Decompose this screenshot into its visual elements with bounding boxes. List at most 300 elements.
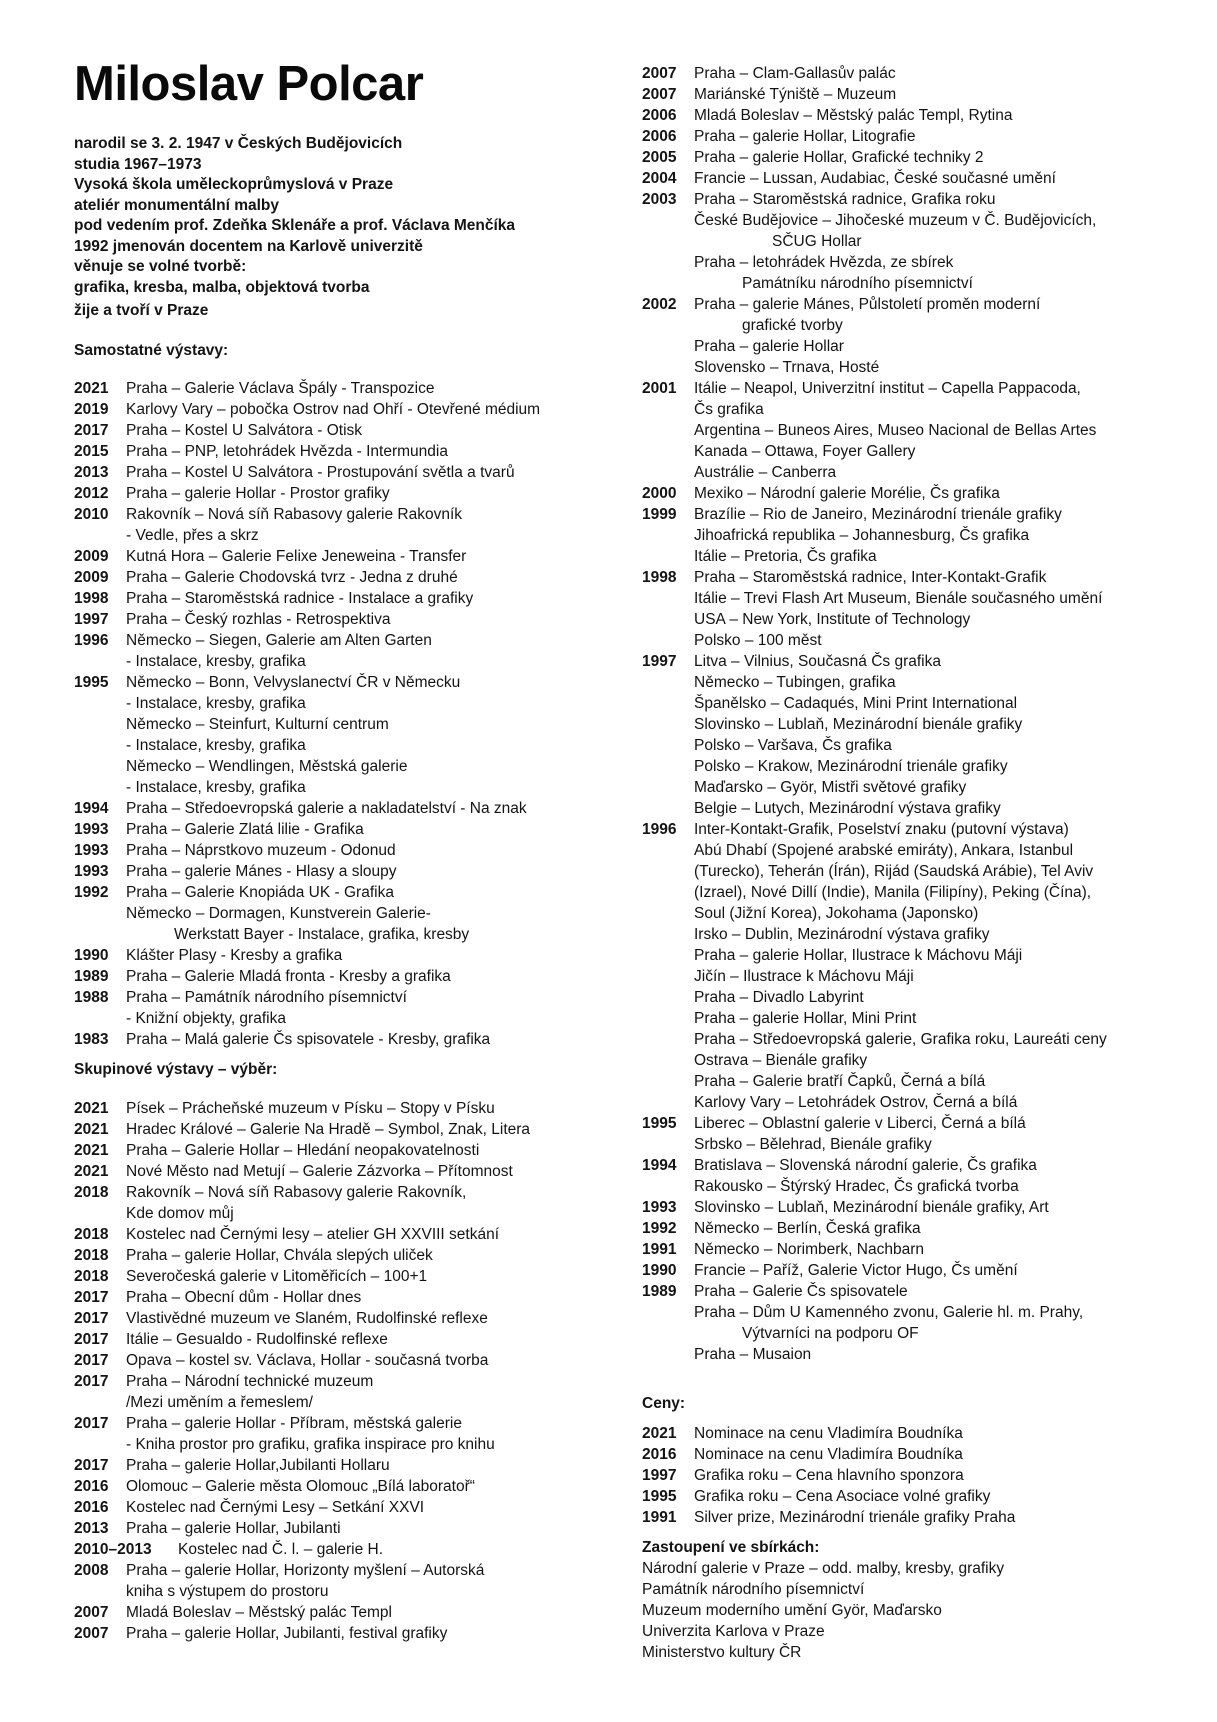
entry-text: Praha – letohrádek Hvězda, ze sbírek [694, 254, 954, 271]
group-exhibition-row [642, 378, 1182, 399]
group-exhibition-row [74, 1161, 614, 1182]
entry-year [642, 777, 694, 798]
entry-text: Písek – Prácheňské muzeum v Písku – Stopy v Písku [126, 1099, 495, 1117]
solo-exhibition-row [74, 756, 614, 777]
entry-text: Jihoafrická republika – Johannesburg, Čs grafika [694, 527, 1030, 544]
bio-line: 1992 jmenován docentem na Karlově univerzitě [74, 237, 423, 255]
solo-exhibition-row [74, 630, 614, 651]
group-exhibition-row [642, 210, 1182, 231]
solo-exhibition-row [74, 420, 614, 441]
solo-exhibitions-list [74, 378, 614, 1050]
entry-text: - Instalace, kresby, grafika [126, 736, 306, 754]
entry-text: Německo – Steinfurt, Kulturní centrum [126, 715, 389, 733]
entry-year: 1993 [642, 1199, 677, 1216]
group-exhibition-row [642, 1302, 1182, 1323]
award-row [642, 1423, 1182, 1444]
solo-exhibition-row [74, 399, 614, 420]
entry-text: Praha – Středoevropská galerie a nakladatelství - Na znak [126, 799, 527, 817]
entry-text: Brazílie – Rio de Janeiro, Mezinárodní trienále grafiky [694, 506, 1062, 523]
entry-year: 1997 [74, 610, 109, 628]
entry-text: (Izrael), Nové Dillí (Indie), Manila (Filipíny), Peking (Čína), [694, 884, 1092, 901]
group-exhibition-row [642, 882, 1182, 903]
entry-year: 1996 [74, 631, 109, 649]
entry-text: Klášter Plasy - Kresby a grafika [126, 946, 343, 964]
solo-exhibition-row [74, 882, 614, 903]
entry-text: Slovinsko – Lublaň, Mezinárodní bienále grafiky [694, 716, 1023, 733]
entry-text: Francie – Lussan, Audabiac, České současné umění [694, 170, 1056, 187]
entry-year [642, 336, 694, 357]
entry-year: 2021 [74, 1162, 109, 1180]
entry-text: Rakovník – Nová síň Rabasovy galerie Rakovník [126, 505, 462, 523]
entry-year [642, 693, 694, 714]
entry-year [642, 273, 694, 294]
bio-line: grafika, kresba, malba, objektová tvorba [74, 278, 370, 296]
entry-year: 1990 [642, 1262, 677, 1279]
entry-text: Praha – Národní technické muzeum [126, 1372, 374, 1390]
group-exhibition-row [642, 504, 1182, 525]
group-exhibition-row [642, 861, 1182, 882]
collection-item: Ministerstvo kultury ČR [642, 1644, 802, 1661]
entry-text: Grafika roku – Cena hlavního sponzora [694, 1467, 964, 1484]
entry-text: Mladá Boleslav – Městský palác Templ, Rytina [694, 107, 1013, 124]
entry-text: Praha – Staroměstská radnice - Instalace a grafiky [126, 589, 474, 607]
entry-year: 1991 [642, 1241, 677, 1258]
entry-year [74, 1434, 126, 1455]
group-exhibition-row [642, 1134, 1182, 1155]
group-exhibition-row [642, 945, 1182, 966]
entry-text: Praha – galerie Hollar, Grafické techniky 2 [694, 149, 984, 166]
group-exhibition-row [642, 147, 1182, 168]
entry-text: Olomouc – Galerie města Olomouc „Bílá laboratoř“ [126, 1477, 475, 1495]
entry-text: Praha – Kostel U Salvátora - Otisk [126, 421, 363, 439]
group-exhibition-row [642, 63, 1182, 84]
entry-text: Praha – galerie Hollar [694, 338, 844, 355]
entry-year [642, 399, 694, 420]
group-exhibition-row [642, 1071, 1182, 1092]
bio-line: Vysoká škola uměleckoprůmyslová v Praze [74, 176, 394, 193]
group-exhibition-row [74, 1308, 614, 1329]
group-exhibition-row [642, 1155, 1182, 1176]
entry-text: Čs grafika [694, 401, 764, 418]
entry-year [642, 252, 694, 273]
entry-text: Praha – Divadlo Labyrint [694, 989, 864, 1006]
entry-text: Bratislava – Slovenská národní galerie, Čs grafika [694, 1157, 1037, 1174]
entry-text: - Instalace, kresby, grafika [126, 652, 306, 670]
entry-year: 2017 [74, 1414, 109, 1432]
entry-text: Praha – Středoevropská galerie, Grafika roku, Laureáti ceny [694, 1031, 1107, 1048]
entry-year [642, 231, 694, 252]
group-exhibition-row [642, 693, 1182, 714]
entry-year: 2021 [74, 1099, 109, 1117]
entry-text: Karlovy Vary – Letohrádek Ostrov, Černá a bílá [694, 1094, 1018, 1111]
entry-text: Praha – galerie Hollar, Chvála slepých uliček [126, 1246, 433, 1264]
entry-year: 2007 [642, 86, 677, 103]
solo-exhibition-row [74, 819, 614, 840]
entry-year: 2002 [642, 296, 677, 313]
entry-year: 2021 [74, 379, 109, 397]
solo-exhibition-row [74, 441, 614, 462]
group-exhibition-row [74, 1140, 614, 1161]
entry-year: 2017 [74, 1351, 109, 1369]
entry-year [74, 525, 126, 546]
entry-text: - Knižní objekty, grafika [126, 1009, 286, 1027]
entry-text: Praha – Galerie Mladá fronta - Kresby a grafika [126, 967, 451, 985]
group-exhibition-row [642, 294, 1182, 315]
entry-text: Mladá Boleslav – Městský palác Templ [126, 1603, 392, 1621]
entry-text: Itálie – Gesualdo - Rudolfinské reflexe [126, 1330, 388, 1348]
entry-text: Nominace na cenu Vladimíra Boudníka [694, 1425, 963, 1442]
awards-heading: Ceny: [642, 1395, 686, 1412]
entry-year [642, 714, 694, 735]
entry-year: 1988 [74, 988, 109, 1006]
group-exhibition-row [642, 987, 1182, 1008]
entry-year [74, 924, 126, 945]
entry-text: Španělsko – Cadaqués, Mini Print International [694, 695, 1018, 712]
entry-year [642, 609, 694, 630]
entry-year: 1993 [74, 862, 109, 880]
group-exhibition-row [74, 1560, 614, 1581]
entry-text: Litva – Vilnius, Současná Čs grafika [694, 653, 941, 670]
collection-item: Národní galerie v Praze – odd. malby, kresby, grafiky [642, 1560, 1005, 1577]
group-exhibition-row [642, 441, 1182, 462]
solo-exhibition-row [74, 777, 614, 798]
solo-exhibition-row [74, 735, 614, 756]
group-exhibition-row [74, 1329, 614, 1350]
group-exhibition-row [642, 1344, 1182, 1365]
group-exhibition-row [642, 462, 1182, 483]
solo-exhibition-row [74, 546, 614, 567]
entry-text: Francie – Paříž, Galerie Victor Hugo, Čs umění [694, 1262, 1018, 1279]
entry-year: 2008 [74, 1561, 109, 1579]
group-exhibition-row [642, 1092, 1182, 1113]
entry-text: Abú Dhabí (Spojené arabské emiráty), Ankara, Istanbul [694, 842, 1074, 859]
group-exhibition-row [74, 1392, 614, 1413]
entry-year [642, 525, 694, 546]
entry-text: USA – New York, Institute of Technology [694, 611, 971, 628]
entry-year [642, 441, 694, 462]
entry-text: Praha – Staroměstská radnice, Grafika roku [694, 191, 996, 208]
entry-year: 2017 [74, 1288, 109, 1306]
entry-text: Praha – galerie Hollar - Příbram, městská galerie [126, 1414, 462, 1432]
entry-year [642, 630, 694, 651]
entry-year: 2007 [74, 1624, 109, 1642]
entry-text: Německo – Berlín, Česká grafika [694, 1220, 921, 1237]
solo-exhibition-row [74, 462, 614, 483]
solo-exhibition-row [74, 651, 614, 672]
entry-year [642, 1050, 694, 1071]
entry-text: Itálie – Pretoria, Čs grafika [694, 548, 877, 565]
solo-exhibition-row [74, 672, 614, 693]
entry-text: Praha – galerie Hollar - Prostor grafiky [126, 484, 390, 502]
entry-year [642, 546, 694, 567]
entry-year [642, 903, 694, 924]
entry-year: 2021 [74, 1141, 109, 1159]
entry-year: 1994 [642, 1157, 677, 1174]
entry-year: 2017 [74, 1372, 109, 1390]
group-exhibitions-heading: Skupinové výstavy – výběr: [74, 1060, 278, 1078]
entry-text: Belgie – Lutych, Mezinárodní výstava grafiky [694, 800, 1001, 817]
group-exhibition-row [74, 1203, 614, 1224]
entry-text: Praha – galerie Mánes, Půlstoletí proměn moderní [694, 296, 1041, 313]
group-exhibition-row [74, 1497, 614, 1518]
entry-year: 2018 [74, 1246, 109, 1264]
entry-year [74, 735, 126, 756]
group-exhibition-row [74, 1413, 614, 1434]
entry-year: 2016 [74, 1477, 109, 1495]
group-exhibition-row [642, 609, 1182, 630]
entry-text: České Budějovice – Jihočeské muzeum v Č. Budějovicích, [694, 212, 1097, 229]
solo-exhibition-row [74, 588, 614, 609]
entry-year: 2012 [74, 484, 109, 502]
entry-year: 2015 [74, 442, 109, 460]
entry-year: 2021 [74, 1120, 109, 1138]
entry-year: 2013 [74, 1519, 109, 1537]
entry-text: Argentina – Buneos Aires, Museo Nacional de Bellas Artes [694, 422, 1097, 439]
group-exhibition-row [642, 399, 1182, 420]
solo-exhibition-row [74, 945, 614, 966]
group-exhibition-row [642, 168, 1182, 189]
group-exhibition-row [642, 588, 1182, 609]
entry-text: Mexiko – Národní galerie Morélie, Čs grafika [694, 485, 1000, 502]
entry-year: 1997 [642, 653, 677, 670]
entry-text: Německo – Siegen, Galerie am Alten Garten [126, 631, 432, 649]
collections-list [642, 1558, 1182, 1663]
entry-year: 2017 [74, 1456, 109, 1474]
entry-year: 2000 [642, 485, 677, 502]
entry-year [74, 1203, 126, 1224]
group-exhibition-row [74, 1287, 614, 1308]
entry-text: Německo – Wendlingen, Městská galerie [126, 757, 408, 775]
entry-text: Praha – Náprstkovo muzeum - Odonud [126, 841, 396, 859]
entry-text: Kutná Hora – Galerie Felixe Jeneweina - Transfer [126, 547, 467, 565]
awards-list [642, 1423, 1182, 1528]
solo-exhibition-row [74, 798, 614, 819]
entry-year: 1993 [74, 841, 109, 859]
group-exhibition-row [642, 1197, 1182, 1218]
entry-text: Kostelec nad Černými Lesy – Setkání XXVI [126, 1498, 425, 1516]
group-exhibition-row [642, 630, 1182, 651]
collection-item: Památník národního písemnictví [642, 1581, 865, 1598]
entry-text: Praha – Staroměstská radnice, Inter-Kontakt-Grafik [694, 569, 1047, 586]
biography [74, 134, 614, 322]
group-exhibition-row [74, 1182, 614, 1203]
entry-year [642, 357, 694, 378]
entry-year: 1994 [74, 799, 109, 817]
bio-line: ateliér monumentální malby [74, 196, 279, 214]
entry-year [642, 798, 694, 819]
group-exhibition-row [642, 1323, 1182, 1344]
group-exhibition-row [642, 567, 1182, 588]
entry-text: Praha – galerie Mánes - Hlasy a sloupy [126, 862, 397, 880]
entry-year: 2017 [74, 1330, 109, 1348]
entry-text: Grafika roku – Cena Asociace volné grafiky [694, 1488, 991, 1505]
group-exhibition-row [74, 1119, 614, 1140]
entry-text: Kanada – Ottawa, Foyer Gallery [694, 443, 916, 460]
entry-year: 2009 [74, 568, 109, 586]
entry-year: 1998 [74, 589, 109, 607]
group-exhibition-row [642, 903, 1182, 924]
entry-year [642, 1029, 694, 1050]
group-exhibition-row [642, 1050, 1182, 1071]
solo-exhibition-row [74, 987, 614, 1008]
entry-text: Nominace na cenu Vladimíra Boudníka [694, 1446, 963, 1463]
entry-text: Praha – PNP, letohrádek Hvězda - Intermundia [126, 442, 448, 460]
entry-year: 1998 [642, 569, 677, 586]
entry-year: 2009 [74, 547, 109, 565]
group-exhibition-row [74, 1623, 614, 1644]
entry-text: Polsko – 100 měst [694, 632, 822, 649]
bio-line: pod vedením prof. Zdeňka Sklenáře a prof. Václava Menčíka [74, 217, 516, 234]
entry-year [74, 1008, 126, 1029]
solo-exhibition-row [74, 609, 614, 630]
entry-text: SČUG Hollar [772, 233, 862, 250]
bio-line: studia 1967–1973 [74, 155, 202, 173]
entry-text: Werkstatt Bayer - Instalace, grafika, kresby [174, 925, 470, 943]
entry-year [642, 588, 694, 609]
group-exhibition-row [74, 1455, 614, 1476]
entry-text: Praha – Obecní dům - Hollar dnes [126, 1288, 362, 1306]
group-exhibition-row [642, 714, 1182, 735]
group-exhibition-row [74, 1098, 614, 1119]
entry-year [74, 651, 126, 672]
entry-year: 2021 [642, 1425, 677, 1442]
group-exhibition-row [642, 777, 1182, 798]
group-exhibition-row [74, 1224, 614, 1245]
entry-text: Hradec Králové – Galerie Na Hradě – Symbol, Znak, Litera [126, 1120, 531, 1138]
entry-year [642, 462, 694, 483]
entry-year: 1992 [74, 883, 109, 901]
bio-line: narodil se 3. 2. 1947 v Českých Budějovicích [74, 135, 403, 152]
entry-year [642, 924, 694, 945]
entry-year [642, 1092, 694, 1113]
entry-text: Praha – Musaion [694, 1346, 812, 1363]
entry-year: 1991 [642, 1509, 677, 1526]
entry-year: 1983 [74, 1030, 109, 1048]
entry-year [74, 756, 126, 777]
entry-text: Austrálie – Canberra [694, 464, 837, 481]
entry-year [642, 861, 694, 882]
entry-year [74, 1392, 126, 1413]
entry-text: Itálie – Trevi Flash Art Museum, Bienále současného umění [694, 590, 1103, 607]
entry-text: Výtvarníci na podporu OF [742, 1325, 919, 1342]
entry-year: 2016 [642, 1446, 677, 1463]
entry-text: Maďarsko – Györ, Mistři světové grafiky [694, 779, 967, 796]
entry-text: Inter-Kontakt-Grafik, Poselství znaku (putovní výstava) [694, 821, 1069, 838]
entry-text: Praha – Český rozhlas - Retrospektiva [126, 610, 391, 628]
group-exhibition-row [642, 126, 1182, 147]
entry-text: Praha – galerie Hollar, Mini Print [694, 1010, 917, 1027]
solo-exhibition-row [74, 1029, 614, 1050]
entry-text: - Kniha prostor pro grafiku, grafika inspirace pro knihu [126, 1435, 495, 1453]
solo-exhibition-row [74, 966, 614, 987]
group-exhibition-row [642, 1260, 1182, 1281]
entry-year [74, 777, 126, 798]
solo-exhibition-row [74, 504, 614, 525]
collections-heading: Zastoupení ve sbírkách: [642, 1539, 820, 1556]
group-exhibition-row [642, 1029, 1182, 1050]
entry-year: 1989 [642, 1283, 677, 1300]
entry-year [74, 693, 126, 714]
entry-text: Praha – Galerie Hollar – Hledání neopakovatelnosti [126, 1141, 480, 1159]
entry-text: Soul (Jižní Korea), Jokohama (Japonsko) [694, 905, 979, 922]
entry-year [642, 1176, 694, 1197]
entry-year [642, 1071, 694, 1092]
entry-year: 1997 [642, 1467, 677, 1484]
award-row [642, 1507, 1182, 1528]
group-exhibition-row [74, 1350, 614, 1371]
solo-exhibition-row [74, 1008, 614, 1029]
group-exhibition-row [74, 1476, 614, 1497]
entry-year: 2005 [642, 149, 677, 166]
group-exhibition-row [642, 273, 1182, 294]
artist-name: Miloslav Polcar [74, 57, 424, 111]
entry-year: 1993 [74, 820, 109, 838]
entry-text: /Mezi uměním a řemeslem/ [126, 1393, 313, 1411]
entry-text: Rakovník – Nová síň Rabasovy galerie Rakovník, [126, 1183, 467, 1201]
entry-text: - Instalace, kresby, grafika [126, 694, 306, 712]
entry-year: 2016 [74, 1498, 109, 1516]
entry-year [74, 714, 126, 735]
entry-text: Opava – kostel sv. Václava, Hollar - současná tvorba [126, 1351, 489, 1369]
group-exhibition-row [642, 105, 1182, 126]
entry-text: Praha – Galerie Knopiáda UK - Grafika [126, 883, 394, 901]
left-column [74, 56, 614, 1644]
group-exhibition-row [642, 798, 1182, 819]
entry-text: Praha – galerie Hollar, Jubilanti, festival grafiky [126, 1624, 448, 1642]
collection-item: Univerzita Karlova v Praze [642, 1623, 825, 1640]
entry-text: Praha – Galerie bratří Čapků, Černá a bílá [694, 1073, 986, 1090]
group-exhibition-row [74, 1518, 614, 1539]
entry-text: Srbsko – Bělehrad, Bienále grafiky [694, 1136, 932, 1153]
entry-year [642, 315, 694, 336]
entry-text: grafické tvorby [742, 317, 843, 334]
entry-year: 1989 [74, 967, 109, 985]
entry-text: (Turecko), Teherán (Írán), Rijád (Saudská Arábie), Tel Aviv [694, 863, 1094, 880]
group-exhibitions-list-left [74, 1098, 614, 1644]
group-exhibition-row [642, 735, 1182, 756]
entry-text: Německo – Dormagen, Kunstverein Galerie- [126, 904, 431, 922]
award-row [642, 1465, 1182, 1486]
entry-year: 2017 [74, 421, 109, 439]
entry-text: Německo – Norimberk, Nachbarn [694, 1241, 925, 1258]
entry-text: Irsko – Dublin, Mezinárodní výstava grafiky [694, 926, 990, 943]
entry-year [642, 966, 694, 987]
entry-year [642, 672, 694, 693]
award-row [642, 1486, 1182, 1507]
entry-text: Slovinsko – Lublaň, Mezinárodní bienále grafiky, Art [694, 1199, 1049, 1216]
entry-text: Polsko – Varšava, Čs grafika [694, 737, 892, 754]
entry-text: Kostelec nad Černými lesy – atelier GH XXVIII setkání [126, 1225, 500, 1243]
entry-year: 2004 [642, 170, 677, 187]
group-exhibition-row [642, 819, 1182, 840]
group-exhibition-row [642, 924, 1182, 945]
solo-exhibition-row [74, 567, 614, 588]
entry-year: 2003 [642, 191, 677, 208]
group-exhibitions-list-right [642, 63, 1182, 1365]
entry-year [642, 1344, 694, 1365]
group-exhibition-row [642, 231, 1182, 252]
group-exhibition-row [642, 1239, 1182, 1260]
group-exhibition-row [642, 357, 1182, 378]
award-row [642, 1444, 1182, 1465]
entry-year: 2006 [642, 128, 677, 145]
entry-year: 1999 [642, 506, 677, 523]
solo-exhibition-row [74, 483, 614, 504]
entry-year [74, 1581, 126, 1602]
group-exhibition-row [642, 420, 1182, 441]
group-exhibition-row [642, 1113, 1182, 1134]
entry-year: 2007 [74, 1603, 109, 1621]
